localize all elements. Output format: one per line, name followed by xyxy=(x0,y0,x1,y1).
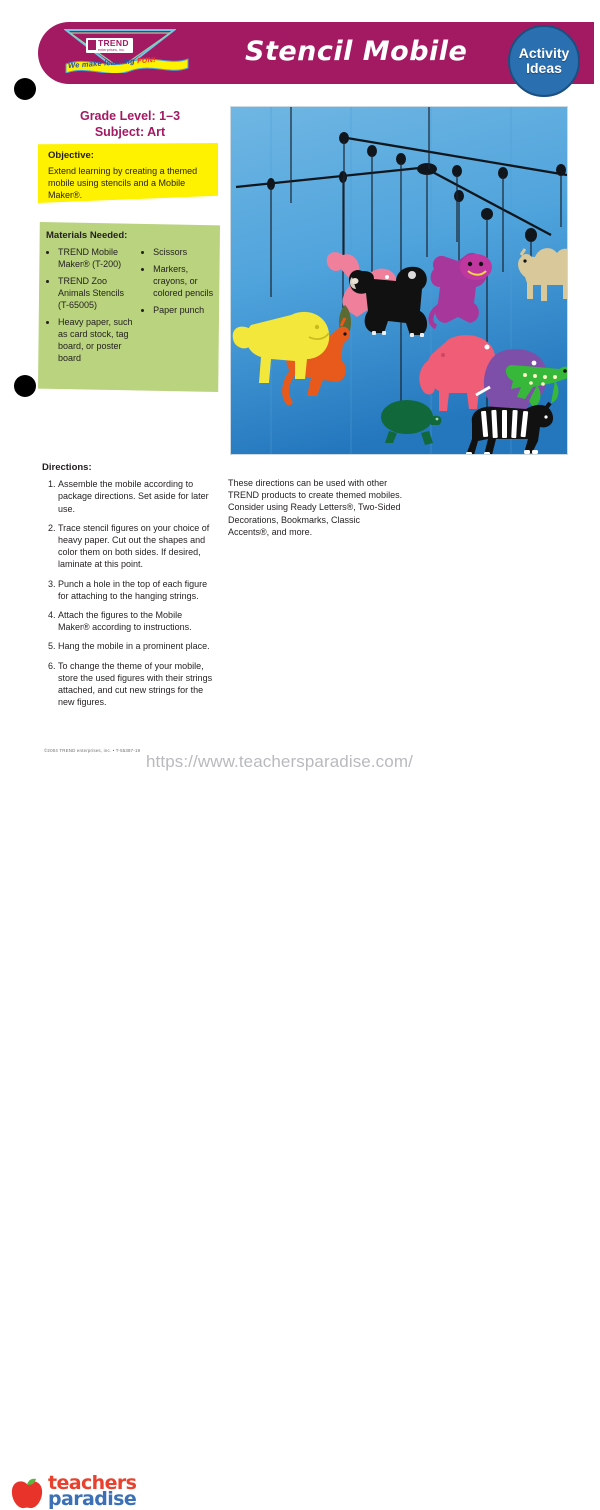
list-item: • Heavy paper, such as card stock, tag board, or poster board xyxy=(58,316,135,364)
trend-brand-sub: enterprises, inc. xyxy=(98,48,126,52)
materials-column-right xyxy=(141,246,218,369)
binder-hole-bottom xyxy=(14,375,36,397)
apple-icon xyxy=(10,1478,44,1510)
side-note: These directions can be used with other TREND products to create themed mobiles. Consider using Ready Letters®, Two-Sided Decorations, Bookmarks, Classic Accents®, and more. xyxy=(228,478,403,537)
grade-subject-block xyxy=(44,108,216,140)
materials-column-left xyxy=(46,246,135,369)
list-item: • TREND Mobile Maker® (T-200) xyxy=(58,246,135,270)
trend-wordmark xyxy=(86,38,133,53)
materials-content xyxy=(46,230,218,369)
list-item: • Scissors xyxy=(153,246,218,258)
trend-tagline: We make learning FUN! xyxy=(67,54,157,71)
subject: Subject: Art xyxy=(94,125,166,139)
materials-title: Materials Needed: xyxy=(46,230,128,241)
list-item: 4. Attach the figures to the Mobile Maker® according to instructions. xyxy=(58,609,214,633)
list-item: 2. Trace stencil figures on your choice of heavy paper. Cut out the shapes and color them on both sides. If desired, laminate at this point. xyxy=(58,522,214,571)
list-item: • Markers, crayons, or colored pencils xyxy=(153,263,218,299)
list-item: • Paper punch xyxy=(153,304,218,316)
objective-title: Objective: xyxy=(48,150,94,161)
directions-title: Directions: xyxy=(42,462,92,473)
directions-section xyxy=(42,462,214,715)
list-item: • TREND Zoo Animals Stencils (T-65005) xyxy=(58,275,135,311)
activity-badge-line1: Activity xyxy=(518,45,570,61)
list-item: 3. Punch a hole in the top of each figure for attaching to the hanging strings. xyxy=(58,578,214,602)
copyright-line: ©2004 TREND enterprises, inc. • T-55387-19 xyxy=(44,748,141,753)
logo-word-teachers: teachers xyxy=(48,1472,137,1494)
teachersparadise-logo[interactable] xyxy=(4,736,144,1510)
mobile-photo-illustration xyxy=(231,107,568,455)
list-item: 1. Assemble the mobile according to package directions. Set aside for later use. xyxy=(58,478,214,515)
directions-list xyxy=(42,478,214,708)
activity-ideas-badge xyxy=(508,25,580,97)
list-item: 5. Hang the mobile in a prominent place. xyxy=(58,640,214,652)
mobile-photo xyxy=(230,106,568,455)
objective-text: Extend learning by creating a themed mobile using stencils and a Mobile Maker®. xyxy=(48,166,198,200)
grade-level: Grade Level: 1–3 xyxy=(79,109,181,123)
activity-badge-line2: Ideas xyxy=(526,60,562,76)
page-title: Stencil Mobile xyxy=(245,36,468,67)
trend-mark-square xyxy=(88,40,96,50)
binder-hole-top xyxy=(14,78,36,100)
trend-brand-name: TREND xyxy=(98,38,129,48)
list-item: 6. To change the theme of your mobile, store the used figures with their strings attached, and cut new strings for the new figures. xyxy=(58,660,214,709)
watermark-url: https://www.teachersparadise.com/ xyxy=(146,752,413,771)
objective-content xyxy=(48,150,213,201)
trend-logo xyxy=(56,28,190,78)
logo-word-paradise: paradise xyxy=(48,1488,137,1510)
